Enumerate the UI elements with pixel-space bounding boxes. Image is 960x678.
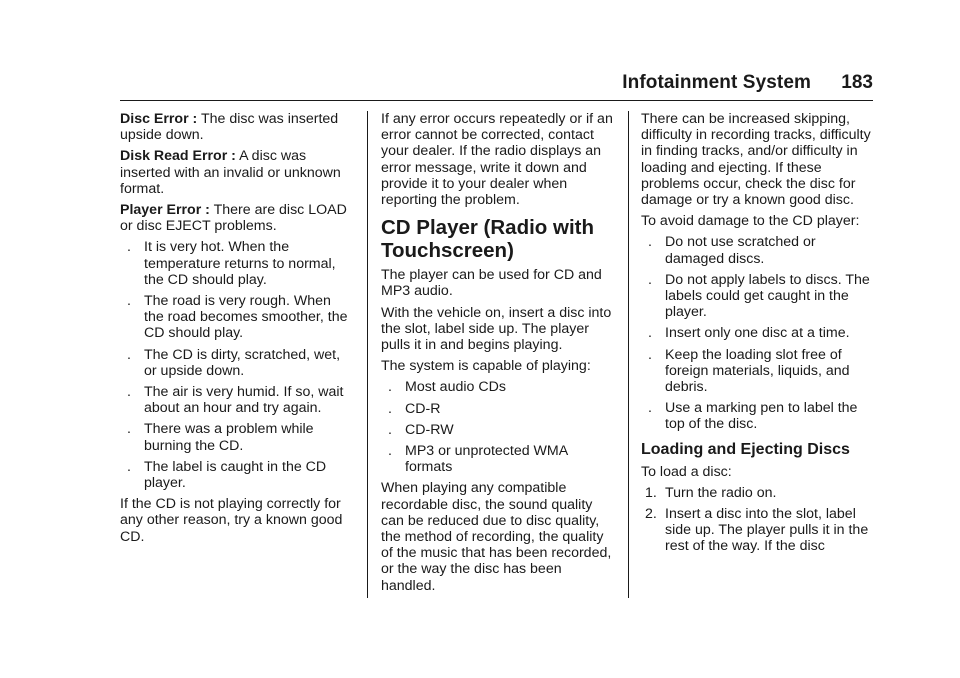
error-term: Disc Error :: [120, 111, 198, 127]
column-1: [120, 111, 352, 550]
list-item: . The road is very rough. When the road becomes smoother, the CD should play.: [127, 293, 348, 342]
paragraph: With the vehicle on, insert a disc into the slot, label side up. The player pulls it in and begins playing.: [381, 304, 612, 354]
list-item: . Keep the loading slot free of foreign materials, liquids, and debris.: [648, 346, 850, 396]
list-item: . Do not use scratched or damaged discs.: [648, 234, 816, 267]
paragraph: When playing any compatible recordable disc, the sound quality can be reduced due to disc quality, the method of recording, the quality of the music that has been recorded, or the way the disc has been handled.: [381, 480, 612, 594]
list-item: . There was a problem while burning the CD.: [127, 421, 314, 454]
column-divider-2: [628, 111, 629, 598]
section-title: Infotainment System: [622, 72, 811, 93]
error-term: Disk Read Error :: [120, 148, 236, 165]
list-item: . Most audio CDs: [388, 379, 506, 396]
page-number: 183: [841, 72, 873, 93]
bullet-mark: .: [127, 239, 131, 256]
list-item: . The label is caught in the CD player.: [127, 458, 327, 492]
list-item: . Insert only one disc at a time.: [648, 325, 850, 342]
subsection-heading: Loading and Ejecting Discs: [641, 440, 850, 458]
column-3: [641, 111, 875, 560]
error-description: There are disc LOAD or disc EJECT problems.: [120, 202, 347, 235]
bullet-mark: .: [388, 421, 392, 438]
error-player: [120, 202, 352, 234]
paragraph: To avoid damage to the CD player:: [641, 213, 860, 230]
paragraph: To load a disc:: [641, 463, 732, 480]
paragraph: The system is capable of playing:: [381, 358, 591, 375]
bullet-mark: .: [127, 293, 131, 310]
list-item: . Do not apply labels to discs. The labels could get caught in the player.: [648, 271, 870, 321]
list-item: . Use a marking pen to label the top of the disc.: [648, 400, 858, 433]
column-divider-1: [367, 111, 368, 598]
bullet-mark: .: [648, 234, 652, 251]
bullet-mark: .: [127, 384, 131, 401]
bullet-mark: .: [388, 400, 392, 417]
list-item: . The CD is dirty, scratched, wet, or upside down.: [127, 346, 341, 379]
error-disk-read: [120, 148, 352, 197]
bullet-mark: .: [388, 443, 392, 460]
step-text: Turn the radio on.: [665, 484, 777, 501]
list-item: . The air is very humid. If so, wait about an hour and try again.: [127, 384, 344, 417]
column-2: [381, 111, 613, 599]
error-description: The disc was inserted upside down.: [120, 111, 339, 144]
list-item: . CD-RW: [388, 421, 454, 438]
bullet-mark: .: [648, 400, 652, 417]
page-header: [120, 72, 873, 94]
paragraph: There can be increased skipping, difficulty in recording tracks, difficulty in finding tracks, and/or difficulty in loading and ejecting. If these problems occur, check the disc for damage or try a known good disc.: [641, 111, 871, 209]
numbered-step: [641, 485, 875, 501]
numbered-step: [641, 506, 875, 555]
step-number: 2.: [645, 506, 657, 523]
bullet-mark: .: [648, 271, 652, 288]
bullet-mark: .: [127, 346, 131, 363]
bullet-mark: .: [127, 421, 131, 438]
bullet-mark: .: [388, 379, 392, 396]
section-heading: CD Player (Radio with Touchscreen): [381, 216, 595, 263]
error-term: Player Error :: [120, 202, 210, 219]
paragraph: The player can be used for CD and MP3 audio.: [381, 267, 602, 300]
list-item: . It is very hot. When the temperature returns to normal, the CD should play.: [127, 239, 336, 288]
bullet-mark: .: [127, 458, 131, 475]
closing-paragraph: If the CD is not playing correctly for any other reason, try a known good CD.: [120, 496, 343, 545]
error-description: A disc was inserted with an invalid or unknown format.: [120, 148, 341, 197]
list-item: . MP3 or unprotected WMA formats: [388, 443, 568, 476]
bullet-mark: .: [648, 346, 652, 363]
error-disc: [120, 111, 352, 143]
step-number: 1.: [645, 484, 657, 501]
intro-paragraph: If any error occurs repeatedly or if an error cannot be corrected, contact your dealer. If the radio displays an error message, write it down and provide it to your dealer when reporting the problem.: [381, 111, 613, 209]
bullet-mark: .: [648, 325, 652, 342]
step-text: Insert a disc into the slot, label side up. The player pulls it in the rest of the way. If the disc: [665, 506, 869, 555]
list-item: . CD-R: [388, 400, 441, 417]
header-rule: [120, 100, 873, 101]
